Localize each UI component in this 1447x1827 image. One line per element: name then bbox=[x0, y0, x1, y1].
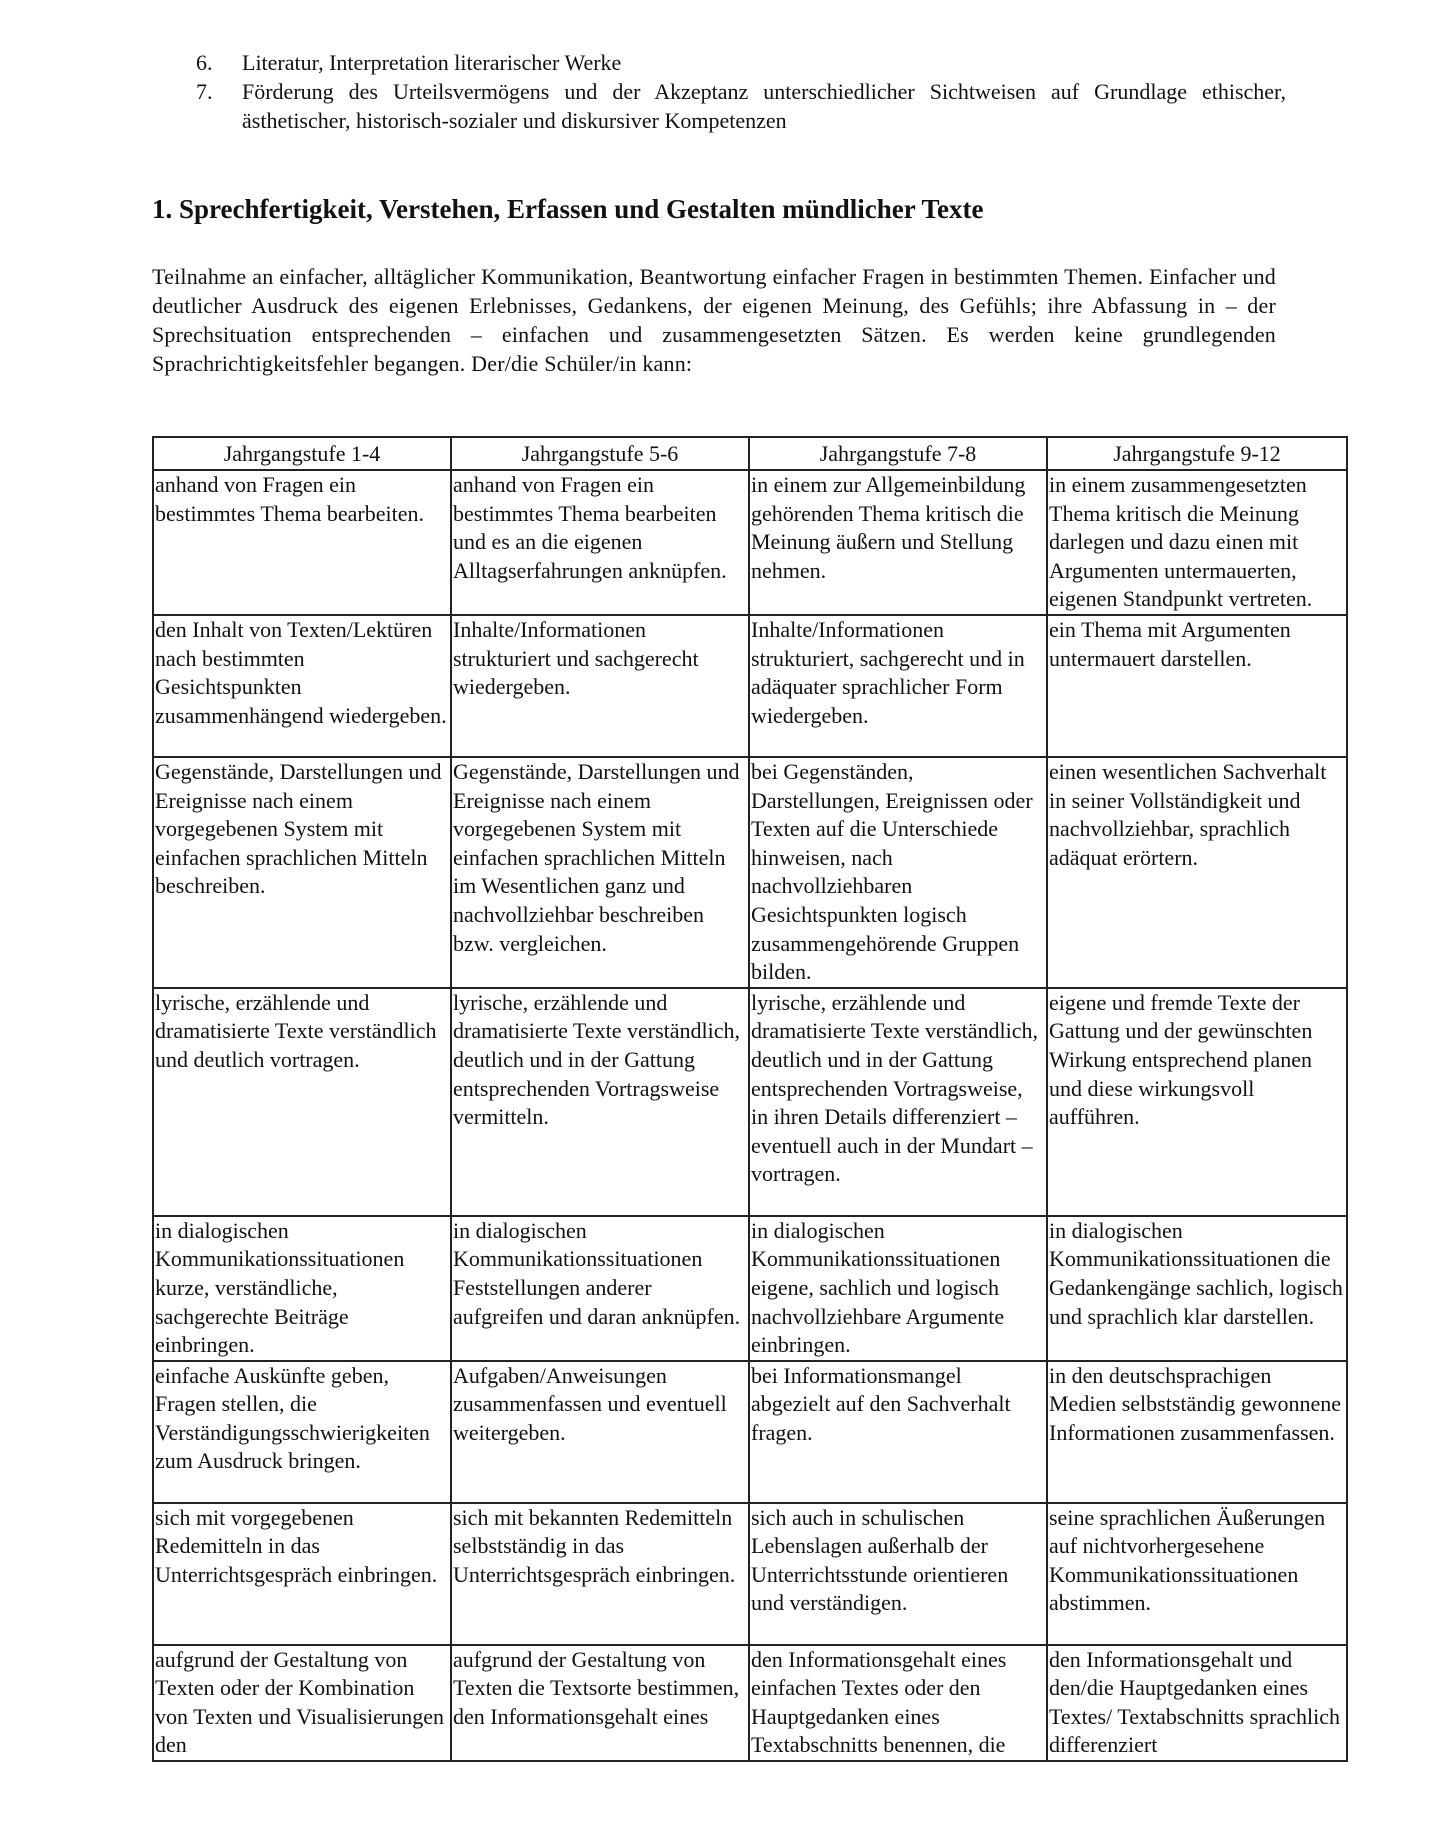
table-cell: in dialogischen Kommunikationssituationen die Gedankengänge sachlich, logisch und sprachlich klar darstellen. bbox=[1047, 1216, 1347, 1361]
list-item-text: Förderung des Urteilsvermögens und der Akzeptanz unterschiedlicher Sichtweisen auf Grundlage ethischer, ästhetischer, historisch-sozialer und diskursiver Kompetenzen bbox=[242, 79, 1286, 133]
table-cell: Inhalte/Informationen strukturiert und sachgerecht wiedergeben. bbox=[451, 615, 749, 757]
table-cell: sich auch in schulischen Lebenslagen außerhalb der Unterrichtsstunde orientieren und verständigen. bbox=[749, 1503, 1047, 1645]
table-row bbox=[153, 470, 1347, 615]
table-row bbox=[153, 1503, 1347, 1645]
list-item bbox=[196, 77, 1286, 135]
section-title: 1. Sprechfertigkeit, Verstehen, Erfassen und Gestalten mündlicher Texte bbox=[152, 194, 984, 224]
table-cell: Inhalte/Informationen strukturiert, sachgerecht und in adäquater sprachlicher Form wiedergeben. bbox=[749, 615, 1047, 757]
table-row bbox=[153, 1216, 1347, 1361]
table-cell: seine sprachlichen Äußerungen auf nichtvorhergesehene Kommunikationssituationen abstimmen. bbox=[1047, 1503, 1347, 1645]
competency-table bbox=[152, 436, 1348, 1762]
table-cell: einfache Auskünfte geben, Fragen stellen, die Verständigungsschwierigkeiten zum Ausdruck bringen. bbox=[153, 1361, 451, 1503]
table-row bbox=[153, 1361, 1347, 1503]
table-row bbox=[153, 615, 1347, 757]
table-cell: in dialogischen Kommunikationssituationen Feststellungen anderer aufgreifen und daran anknüpfen. bbox=[451, 1216, 749, 1361]
table-cell: den Informationsgehalt und den/die Hauptgedanken eines Textes/ Textabschnitts sprachlich differenziert bbox=[1047, 1645, 1347, 1761]
table-header-row bbox=[153, 437, 1347, 470]
table-cell: eigene und fremde Texte der Gattung und der gewünschten Wirkung entsprechend planen und diese wirkungsvoll aufführen. bbox=[1047, 988, 1347, 1216]
table-cell: Gegenstände, Darstellungen und Ereignisse nach einem vorgegebenen System mit einfachen sprachlichen Mitteln beschreiben. bbox=[153, 757, 451, 988]
list-item-number: 7. bbox=[196, 79, 213, 104]
table-cell: lyrische, erzählende und dramatisierte Texte verständlich, deutlich und in der Gattung entsprechenden Vortragsweise vermitteln. bbox=[451, 988, 749, 1216]
table-cell: lyrische, erzählende und dramatisierte Texte verständlich und deutlich vortragen. bbox=[153, 988, 451, 1216]
objectives-list bbox=[196, 48, 1286, 135]
table-cell: in dialogischen Kommunikationssituationen kurze, verständliche, sachgerechte Beiträge einbringen. bbox=[153, 1216, 451, 1361]
table-cell: lyrische, erzählende und dramatisierte Texte verständlich, deutlich und in der Gattung entsprechenden Vortragsweise, in ihren Details differenziert – eventuell auch in der Mundart – vortragen. bbox=[749, 988, 1047, 1216]
table-cell: in dialogischen Kommunikationssituationen eigene, sachlich und logisch nachvollziehbare Argumente einbringen. bbox=[749, 1216, 1047, 1361]
table-cell: Aufgaben/Anweisungen zusammenfassen und eventuell weitergeben. bbox=[451, 1361, 749, 1503]
header-grade-9-12: Jahrgangstufe 9-12 bbox=[1047, 437, 1347, 470]
table-row bbox=[153, 988, 1347, 1216]
table-cell: aufgrund der Gestaltung von Texten oder der Kombination von Texten und Visualisierungen den bbox=[153, 1645, 451, 1761]
table-cell: sich mit bekannten Redemitteln selbstständig in das Unterrichtsgespräch einbringen. bbox=[451, 1503, 749, 1645]
header-grade-5-6: Jahrgangstufe 5-6 bbox=[451, 437, 749, 470]
table-cell: bei Gegenständen, Darstellungen, Ereignissen oder Texten auf die Unterschiede hinweisen, nach nachvollziehbaren Gesichtspunkten logisch zusammengehörende Gruppen bilden. bbox=[749, 757, 1047, 988]
table-cell: in einem zur Allgemeinbildung gehörenden Thema kritisch die Meinung äußern und Stellung nehmen. bbox=[749, 470, 1047, 615]
header-grade-7-8: Jahrgangstufe 7-8 bbox=[749, 437, 1047, 470]
table-cell: bei Informationsmangel abgezielt auf den Sachverhalt fragen. bbox=[749, 1361, 1047, 1503]
header-grade-1-4: Jahrgangstufe 1-4 bbox=[153, 437, 451, 470]
list-item bbox=[196, 48, 1286, 77]
table-cell: in den deutschsprachigen Medien selbstständig gewonnene Informationen zusammenfassen. bbox=[1047, 1361, 1347, 1503]
intro-paragraph: Teilnahme an einfacher, alltäglicher Kommunikation, Beantwortung einfacher Fragen in bestimmten Themen. Einfacher und deutlicher Ausdruck des eigenen Erlebnisses, Gedankens, der eigenen Meinung, des Gefühls; ihre Abfassung in – der Sprechsituation entsprechenden – einfachen und zusammengesetzten Sätzen. Es werden keine grundlegenden Sprachrichtigkeitsfehler begangen. Der/die Schüler/in kann: bbox=[152, 264, 1276, 376]
table-cell: ein Thema mit Argumenten untermauert darstellen. bbox=[1047, 615, 1347, 757]
list-item-text: Literatur, Interpretation literarischer Werke bbox=[242, 50, 622, 75]
table-cell: einen wesentlichen Sachverhalt in seiner Vollständigkeit und nachvollziehbar, sprachlich adäquat erörtern. bbox=[1047, 757, 1347, 988]
table-cell: sich mit vorgegebenen Redemitteln in das Unterrichtsgespräch einbringen. bbox=[153, 1503, 451, 1645]
table-row bbox=[153, 1645, 1347, 1761]
table-cell: anhand von Fragen ein bestimmtes Thema bearbeiten und es an die eigenen Alltagserfahrungen anknüpfen. bbox=[451, 470, 749, 615]
table-cell: in einem zusammengesetzten Thema kritisch die Meinung darlegen und dazu einen mit Argumenten untermauerten, eigenen Standpunkt vertreten. bbox=[1047, 470, 1347, 615]
table-cell: aufgrund der Gestaltung von Texten die Textsorte bestimmen, den Informationsgehalt eines bbox=[451, 1645, 749, 1761]
table-cell: den Inhalt von Texten/Lektüren nach bestimmten Gesichtspunkten zusammenhängend wiedergeben. bbox=[153, 615, 451, 757]
table-cell: Gegenstände, Darstellungen und Ereignisse nach einem vorgegebenen System mit einfachen sprachlichen Mitteln im Wesentlichen ganz und nachvollziehbar beschreiben bzw. vergleichen. bbox=[451, 757, 749, 988]
list-item-number: 6. bbox=[196, 50, 213, 75]
table-cell: anhand von Fragen ein bestimmtes Thema bearbeiten. bbox=[153, 470, 451, 615]
table-cell: den Informationsgehalt eines einfachen Textes oder den Hauptgedanken eines Textabschnitts benennen, die bbox=[749, 1645, 1047, 1761]
table-row bbox=[153, 757, 1347, 988]
